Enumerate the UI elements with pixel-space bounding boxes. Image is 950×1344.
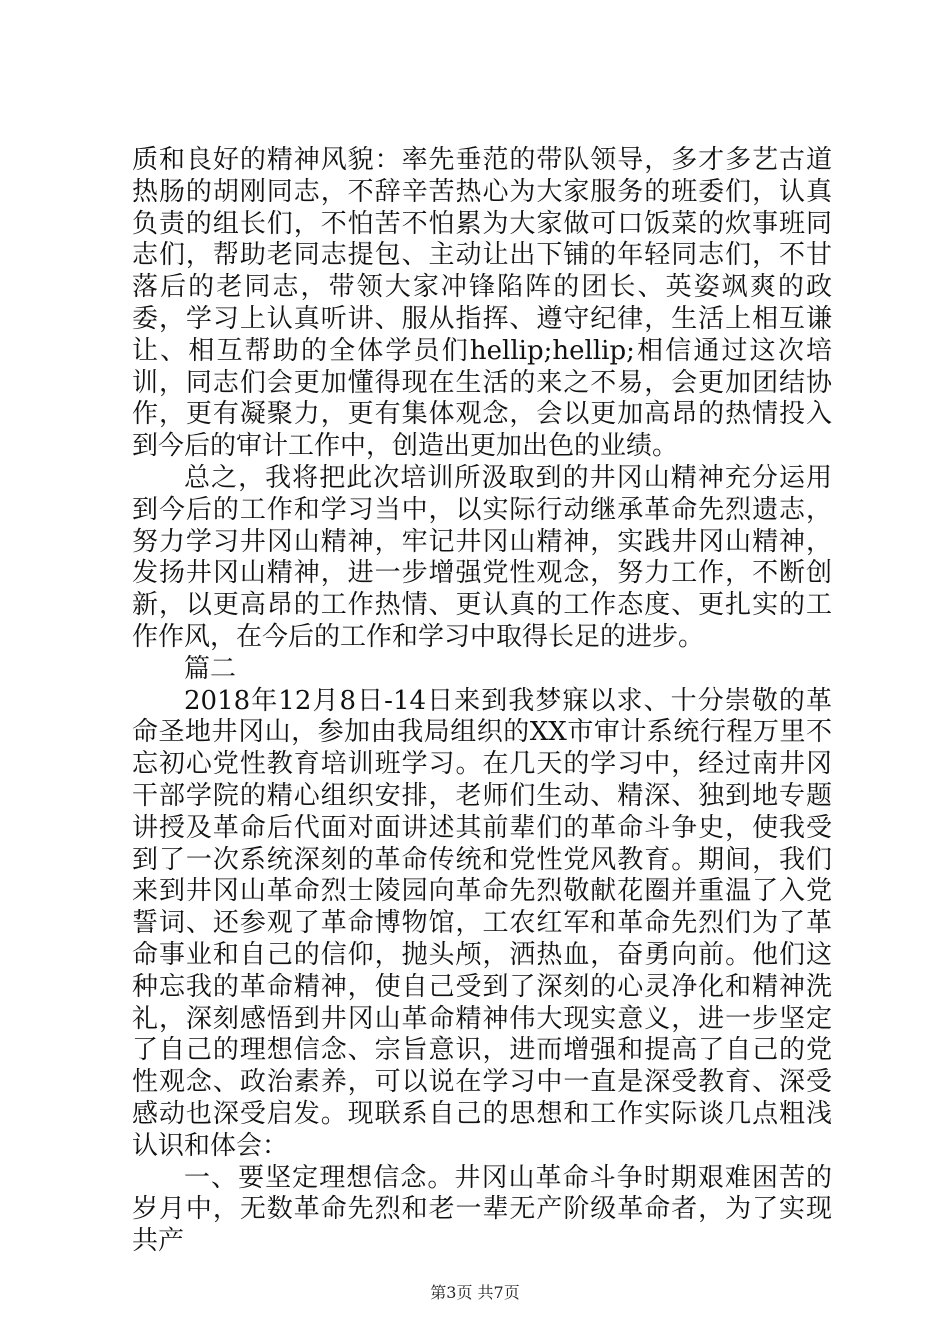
- paragraph-summary: 总之，我将把此次培训所汲取到的井冈山精神充分运用到今后的工作和学习当中，以实际行动继承革命先烈遗志，努力学习井冈山精神，牢记井冈山精神，实践井冈山精神，发扬井冈山精神，进一步增强党性观念，努力工作，不断创新，以更高昂的工作热情、更认真的工作态度、更扎实的工作作风，在今后的工作和学习中取得长足的进步。: [132, 462, 832, 652]
- paragraph-continuation: 质和良好的精神风貌：率先垂范的带队领导，多才多艺古道热肠的胡刚同志，不辞辛苦热心为大家服务的班委们，认真负责的组长们，不怕苦不怕累为大家做可口饭菜的炊事班同志们，帮助老同志提包、主动让出下铺的年轻同志们，不甘落后的老同志，带领大家冲锋陷阵的团长、英姿飒爽的政委，学习上认真听讲、服从指挥、遵守纪律，生活上相互谦让、相互帮助的全体学员们hellip;hellip;相信通过这次培训，同志们会更加懂得现在生活的来之不易，会更加团结协作，更有凝聚力，更有集体观念，会以更加高昂的热情投入到今后的审计工作中，创造出更加出色的业绩。: [132, 145, 832, 462]
- paragraph-intro: 2018年12月8日-14日来到我梦寐以求、十分崇敬的革命圣地井冈山，参加由我局组织的XX市审计系统行程万里不忘初心党性教育培训班学习。在几天的学习中，经过南井冈干部学院的精心组织安排，老师们生动、精深、独到地专题讲授及革命后代面对面讲述其前辈们的革命斗争史，使我受到了一次系统深刻的革命传统和党性党风教育。期间，我们来到井冈山革命烈士陵园向革命先烈敬献花圈并重温了入党誓词、还参观了革命博物馆，工农红军和革命先烈们为了革命事业和自己的信仰，抛头颅，洒热血，奋勇向前。他们这种忘我的革命精神，使自己受到了深刻的心灵净化和精神洗礼，深刻感悟到井冈山革命精神伟大现实意义，进一步坚定了自己的理想信念、宗旨意识，进而增强和提高了自己的党性观念、政治素养，可以说在学习中一直是深受教育、深受感动也深受启发。现联系自己的思想和工作实际谈几点粗浅认识和体会：: [132, 685, 832, 1161]
- section-heading: 篇二: [184, 653, 237, 684]
- page-footer: 第3页 共7页: [430, 1283, 520, 1302]
- document-body: [132, 145, 832, 1258]
- paragraph-point-one: 一、要坚定理想信念。井冈山革命斗争时期艰难困苦的岁月中，无数革命先烈和老一辈无产阶级革命者，为了实现共产: [132, 1162, 832, 1257]
